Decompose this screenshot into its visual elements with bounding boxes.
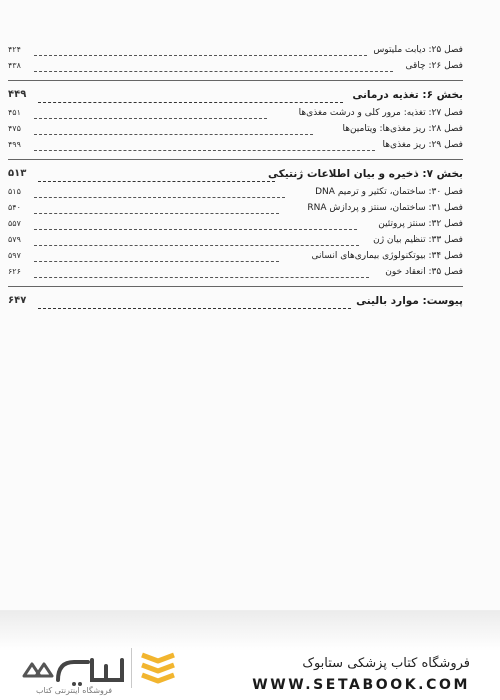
toc-leader bbox=[38, 308, 351, 309]
toc-entry-label: فصل ۲۵: دیابت ملیتوس bbox=[373, 45, 463, 55]
toc-entry-label: فصل ۳۲: سنتز پروتئین bbox=[378, 219, 463, 229]
toc-entry-label: فصل ۳۰: ساختمان، تکثیر و ترمیم DNA bbox=[315, 187, 463, 197]
section-divider bbox=[8, 80, 463, 81]
toc-part-7 bbox=[8, 164, 463, 184]
toc-entry-page: ۴۲۴ bbox=[8, 45, 21, 54]
toc-entry-chapter-32 bbox=[8, 216, 463, 232]
toc-leader bbox=[34, 134, 313, 135]
store-url[interactable]: WWW.SETABOOK.COM bbox=[252, 677, 470, 693]
part-title: بخش ۷: ذخیره و بیان اطلاعات ژنتیکی bbox=[268, 168, 463, 180]
section-divider bbox=[8, 159, 463, 160]
section-divider bbox=[8, 286, 463, 287]
part-page: ۴۴۹ bbox=[8, 89, 27, 100]
toc-entry-label: فصل ۲۶: چاقی bbox=[405, 61, 463, 71]
part-title: بخش ۶: تغذیه درمانی bbox=[352, 89, 463, 101]
toc-entry-page: ۵۱۵ bbox=[8, 187, 21, 196]
toc-entry-page: ۴۵۱ bbox=[8, 108, 21, 117]
toc-leader bbox=[34, 277, 369, 278]
toc-entry-chapter-31 bbox=[8, 200, 463, 216]
toc-leader bbox=[34, 245, 359, 246]
toc-entry-page: ۵۹۷ bbox=[8, 251, 21, 260]
logo-subtitle: فروشگاه اینترنتی کتاب bbox=[36, 686, 113, 695]
toc-entry-chapter-33 bbox=[8, 232, 463, 248]
toc-entry-chapter-26 bbox=[8, 58, 463, 74]
toc-entry-chapter-27 bbox=[8, 105, 463, 121]
toc-leader bbox=[38, 102, 343, 103]
toc-entry-page: ۴۷۵ bbox=[8, 124, 21, 133]
toc-entry-label: فصل ۳۱: ساختمان، سنتز و پردازش RNA bbox=[307, 203, 463, 213]
toc-leader bbox=[34, 71, 393, 72]
toc-entry-label: فصل ۳۴: بیوتکنولوژی بیماری‌های انسانی bbox=[311, 251, 463, 261]
toc-entry-page: ۶۲۶ bbox=[8, 267, 21, 276]
setabook-wordmark-logo bbox=[18, 646, 128, 690]
toc-entry-chapter-25 bbox=[8, 42, 463, 58]
toc-entry-page: ۵۵۷ bbox=[8, 219, 21, 228]
toc-leader bbox=[34, 150, 375, 151]
toc-part-6 bbox=[8, 85, 463, 105]
toc-leader bbox=[34, 55, 367, 56]
toc-entry-page: ۵۷۹ bbox=[8, 235, 21, 244]
toc-entry-chapter-30 bbox=[8, 184, 463, 200]
toc-entry-chapter-28 bbox=[8, 121, 463, 137]
toc-entry-chapter-35 bbox=[8, 264, 463, 280]
toc-leader bbox=[34, 261, 279, 262]
appendix-title: پیوست: موارد بالینی bbox=[356, 295, 463, 307]
table-of-contents bbox=[8, 42, 463, 311]
toc-entry-chapter-34 bbox=[8, 248, 463, 264]
logo-separator bbox=[131, 648, 132, 688]
toc-leader bbox=[34, 197, 285, 198]
toc-entry-label: فصل ۳۵: انعقاد خون bbox=[385, 267, 463, 277]
toc-entry-page: ۴۹۹ bbox=[8, 140, 21, 149]
store-title: فروشگاه کتاب پزشکی ستابوک bbox=[302, 656, 470, 671]
toc-entry-page: ۴۳۸ bbox=[8, 61, 21, 70]
toc-entry-chapter-29 bbox=[8, 137, 463, 153]
toc-appendix bbox=[8, 291, 463, 311]
appendix-page: ۶۴۷ bbox=[8, 295, 27, 306]
book-stack-logo-icon bbox=[140, 647, 176, 685]
toc-entry-page: ۵۴۰ bbox=[8, 203, 21, 212]
toc-leader bbox=[34, 118, 267, 119]
part-page: ۵۱۳ bbox=[8, 168, 27, 179]
toc-leader bbox=[34, 213, 279, 214]
toc-entry-label: فصل ۲۷: تغذیه: مرور کلی و درشت مغذی‌ها bbox=[298, 108, 463, 118]
toc-entry-label: فصل ۲۸: ریز مغذی‌ها: ویتامین‌ها bbox=[342, 124, 463, 134]
toc-leader bbox=[34, 229, 357, 230]
toc-entry-label: فصل ۲۹: ریز مغذی‌ها bbox=[382, 140, 463, 150]
toc-leader bbox=[38, 181, 275, 182]
toc-entry-label: فصل ۳۳: تنظیم بیان ژن bbox=[373, 235, 463, 245]
